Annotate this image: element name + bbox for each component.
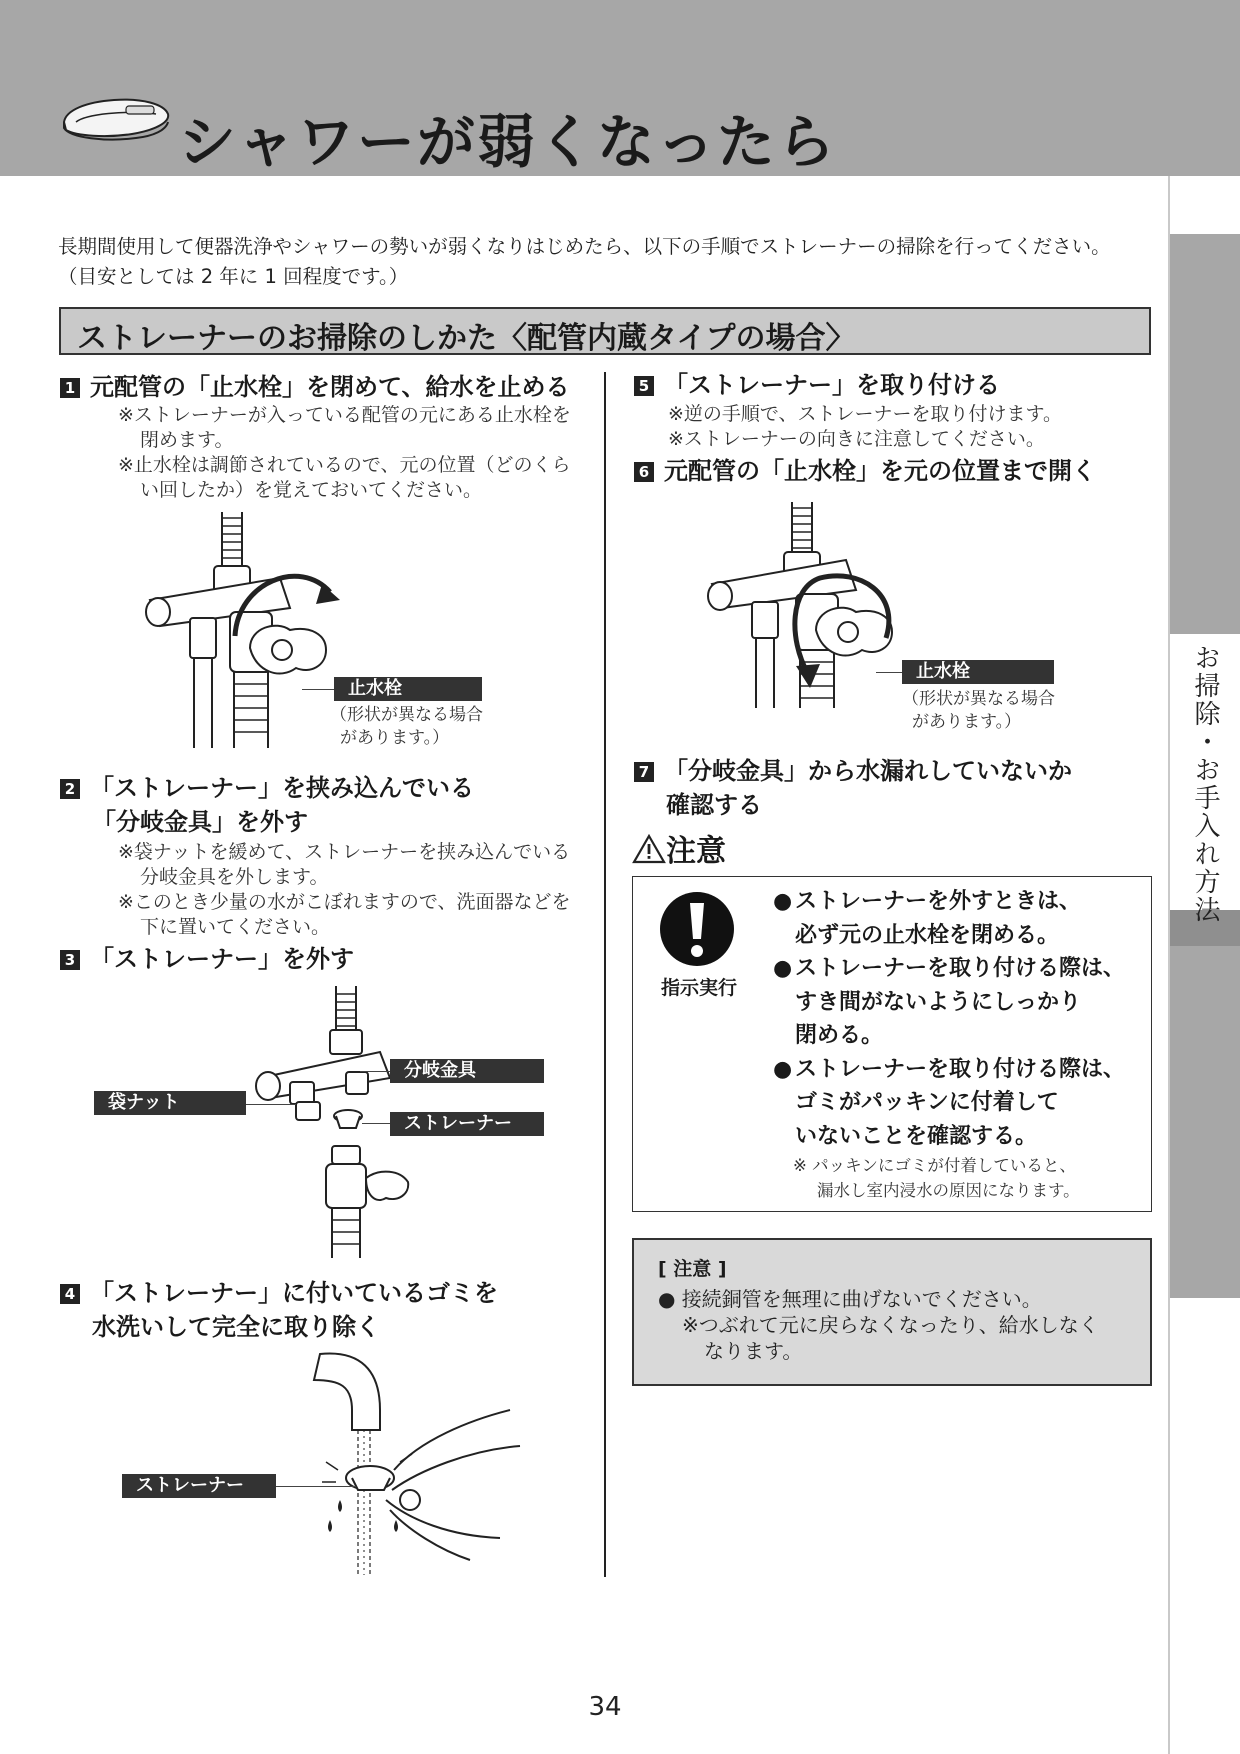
note-line: ※ストレーナーが入っている配管の元にある止水栓を閉めます。 [118, 404, 571, 451]
step-6-title [634, 454, 1096, 488]
callout-leader [362, 1123, 390, 1124]
step-number: 4 [60, 1284, 80, 1304]
step-number: 1 [60, 378, 80, 398]
side-tab-label: お掃除・お手入れ方法 [1190, 644, 1220, 924]
step-4-title [60, 1276, 498, 1344]
step-title-text: 「ストレーナー」に付いているゴミを [90, 1279, 498, 1307]
caution-sub-note: ※ パッキンにゴミが付着していると、 漏水し室内浸水の原因になります。 [793, 1156, 1080, 1200]
callout-note: があります。） [912, 712, 1022, 732]
step-number: 6 [634, 462, 654, 482]
step-title-text: 水洗いして完全に取り除く [92, 1313, 380, 1341]
caution-heading [632, 826, 726, 870]
caution-item: ● ストレーナーを取り付ける際は、 ゴミがパッキンに付着して いないことを確認する。 [773, 1056, 1126, 1149]
step-3-title [60, 942, 354, 976]
step-7-title [634, 754, 1072, 822]
note-line: ※止水栓は調節されているので、元の位置（どのくらい回したか）を覚えておいてください。 [118, 454, 571, 501]
step-number: 3 [60, 950, 80, 970]
step-5-notes [668, 402, 1148, 452]
callout-label: 袋ナット [94, 1091, 246, 1115]
callout-note: があります。） [340, 728, 450, 748]
section-title: ストレーナーのお掃除のしかた〈配管内蔵タイプの場合〉 [77, 321, 856, 356]
caution-heading-text: 注意 [666, 834, 726, 869]
page-title: シャワーが弱くなったら [178, 108, 837, 176]
step-2-title [60, 771, 474, 839]
toilet-seat-icon [56, 92, 174, 148]
notice-box [632, 1238, 1152, 1386]
step-number: 7 [634, 762, 654, 782]
step-title-text: 「ストレーナー」を取り付ける [664, 371, 1000, 399]
shutoff-valve-open-illustration [700, 498, 1100, 718]
intro-line: （目安としては 2 年に 1 回程度です。） [58, 265, 409, 288]
callout-note: （形状が異なる場合 [902, 689, 1055, 709]
column-divider [604, 372, 606, 1577]
callout-leader [302, 689, 334, 690]
callout-label: 分岐金具 [390, 1059, 544, 1083]
caution-item: ● ストレーナーを外すときは、 必ず元の止水栓を閉める。 [773, 889, 1082, 948]
mandatory-action-icon [659, 891, 735, 967]
notice-body [658, 1286, 1099, 1364]
callout-leader [360, 1071, 390, 1072]
notice-line: ※つぶれて元に戻らなくなったり、給水しなく [682, 1313, 1099, 1337]
page-header [0, 0, 1240, 176]
caution-item: ● ストレーナーを取り付ける際は、 すき間がないようにしっかり 閉める。 [773, 956, 1126, 1048]
callout-leader [246, 1104, 296, 1105]
step-2-notes [118, 840, 588, 940]
intro-text [58, 232, 1158, 292]
step-1-title [60, 370, 570, 404]
step-1-notes [118, 403, 588, 503]
mandatory-action-label: 指示実行 [660, 977, 737, 999]
caution-box [632, 876, 1152, 1212]
step-title-text: 「分岐金具」を外す [92, 808, 308, 836]
callout-label: ストレーナー [122, 1474, 276, 1498]
callout-label: 止水栓 [334, 677, 482, 701]
notice-line: なります。 [704, 1339, 803, 1363]
step-title-text: 「ストレーナー」を挟み込んでいる [90, 774, 474, 802]
step-title-text: 確認する [666, 791, 762, 819]
step-title-text: 元配管の「止水栓」を閉めて、給水を止める [90, 373, 570, 401]
callout-note: （形状が異なる場合 [330, 705, 483, 725]
step-number: 2 [60, 779, 80, 799]
washing-strainer-illustration [300, 1350, 530, 1575]
note-line: ※このとき少量の水がこぼれますので、洗面器などを下に置いてください。 [118, 891, 571, 938]
section-heading [59, 307, 1151, 355]
note-line: ※ストレーナーの向きに注意してください。 [668, 428, 1045, 450]
step-title-text: 「分岐金具」から水漏れしていないか [664, 757, 1072, 785]
callout-label: 止水栓 [902, 660, 1054, 684]
step-title-text: 「ストレーナー」を外す [90, 945, 354, 973]
intro-line: 長期間使用して便器洗浄やシャワーの勢いが弱くなりはじめたら、以下の手順でストレーナーの掃除を行ってください。 [58, 235, 1111, 258]
step-title-text: 元配管の「止水栓」を元の位置まで開く [664, 457, 1096, 485]
callout-label: ストレーナー [390, 1112, 544, 1136]
step-5-title [634, 368, 1000, 402]
page-number: 34 [588, 1692, 622, 1722]
caution-list [773, 885, 1148, 1153]
callout-leader [876, 672, 902, 673]
warning-triangle-icon [632, 834, 666, 864]
callout-leader [276, 1486, 356, 1487]
notice-heading: [ 注意 ] [658, 1258, 727, 1280]
note-line: ※逆の手順で、ストレーナーを取り付けます。 [668, 403, 1063, 425]
step-number: 5 [634, 376, 654, 396]
notice-line: ● 接続銅管を無理に曲げないでください。 [658, 1287, 1042, 1311]
note-line: ※袋ナットを緩めて、ストレーナーを挟み込んでいる分岐金具を外します。 [118, 841, 571, 888]
